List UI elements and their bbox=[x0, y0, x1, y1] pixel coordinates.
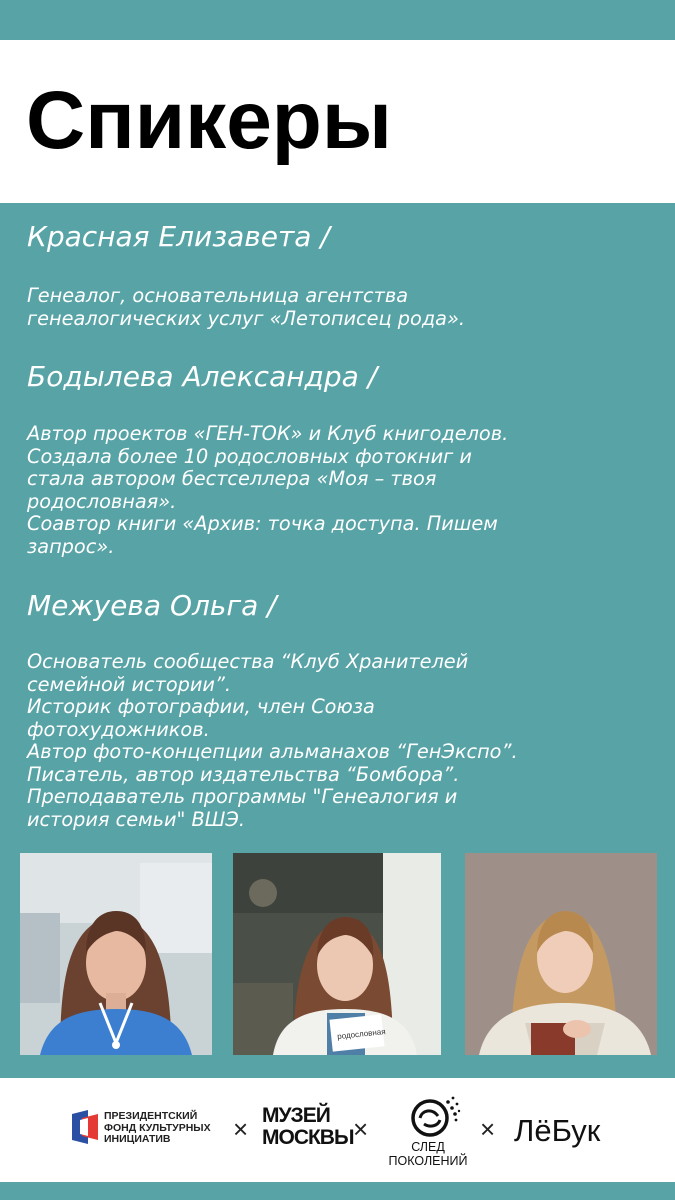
page-title: Спикеры bbox=[26, 75, 392, 166]
museum-logo: МУЗЕЙ МОСКВЫ bbox=[262, 1104, 354, 1149]
bio-line: Основатель сообщества “Клуб Хранителей bbox=[27, 650, 469, 673]
separator-icon: × bbox=[353, 1114, 369, 1144]
bio-line: Автор фото-концепции альманахов “ГенЭкспо”. bbox=[27, 740, 518, 763]
bio-line: стала автором бестселлера «Моя – твоя bbox=[27, 467, 437, 490]
bio-line: запрос». bbox=[27, 534, 115, 558]
sled-logo-text: СЛЕД ПОКОЛЕНИЙ bbox=[388, 1140, 468, 1168]
top-accent-band bbox=[0, 0, 675, 40]
bio-line: фотохудожников. bbox=[27, 717, 210, 741]
bio-line: история семьи" ВШЭ. bbox=[27, 807, 245, 831]
bio-line: генеалогических услуг «Летописец рода». bbox=[27, 306, 465, 330]
book-cover-text: родословная bbox=[336, 1027, 386, 1042]
pfki-logo-icon bbox=[70, 1108, 100, 1150]
title-area bbox=[0, 40, 675, 203]
lebuk-logo: ЛёБук bbox=[514, 1113, 601, 1148]
bio-line: Автор проектов «ГЕН-ТОК» и Клуб книгоделов. bbox=[27, 422, 509, 445]
speaker-bio bbox=[27, 651, 652, 831]
bio-line: Создала более 10 родословных фотокниг и bbox=[27, 444, 472, 468]
bio-line: Соавтор книги «Архив: точка доступа. Пишем bbox=[27, 512, 498, 535]
bio-line: Историк фотографии, член Союза bbox=[27, 695, 375, 718]
speakers-panel bbox=[0, 203, 675, 1078]
sled-logo-icon bbox=[408, 1092, 462, 1144]
speaker-bio bbox=[27, 285, 652, 330]
speaker-name: Бодылева Александра / bbox=[27, 360, 378, 393]
speaker-name: Межуева Ольга / bbox=[27, 589, 277, 622]
bio-line: Писатель, автор издательства “Бомбора”. bbox=[27, 762, 460, 786]
separator-icon: × bbox=[480, 1114, 496, 1144]
speaker-bio bbox=[27, 423, 652, 558]
bio-line: семейной истории”. bbox=[27, 672, 232, 696]
bio-line: Генеалог, основательница агентства bbox=[27, 284, 409, 307]
bio-line: родословная». bbox=[27, 489, 177, 513]
bottom-accent-band bbox=[0, 1182, 675, 1200]
separator-icon: × bbox=[233, 1114, 249, 1144]
pfki-logo-text: ПРЕЗИДЕНТСКИЙ ФОНД КУЛЬТУРНЫХ ИНИЦИАТИВ bbox=[104, 1110, 211, 1145]
speaker-photo-3 bbox=[465, 853, 657, 1055]
partners-footer bbox=[0, 1078, 675, 1182]
speaker-photo-1 bbox=[20, 853, 212, 1055]
speaker-photo-2 bbox=[233, 853, 441, 1055]
bio-line: Преподаватель программы "Генеалогия и bbox=[27, 785, 458, 808]
speaker-name: Красная Елизавета / bbox=[27, 220, 330, 253]
